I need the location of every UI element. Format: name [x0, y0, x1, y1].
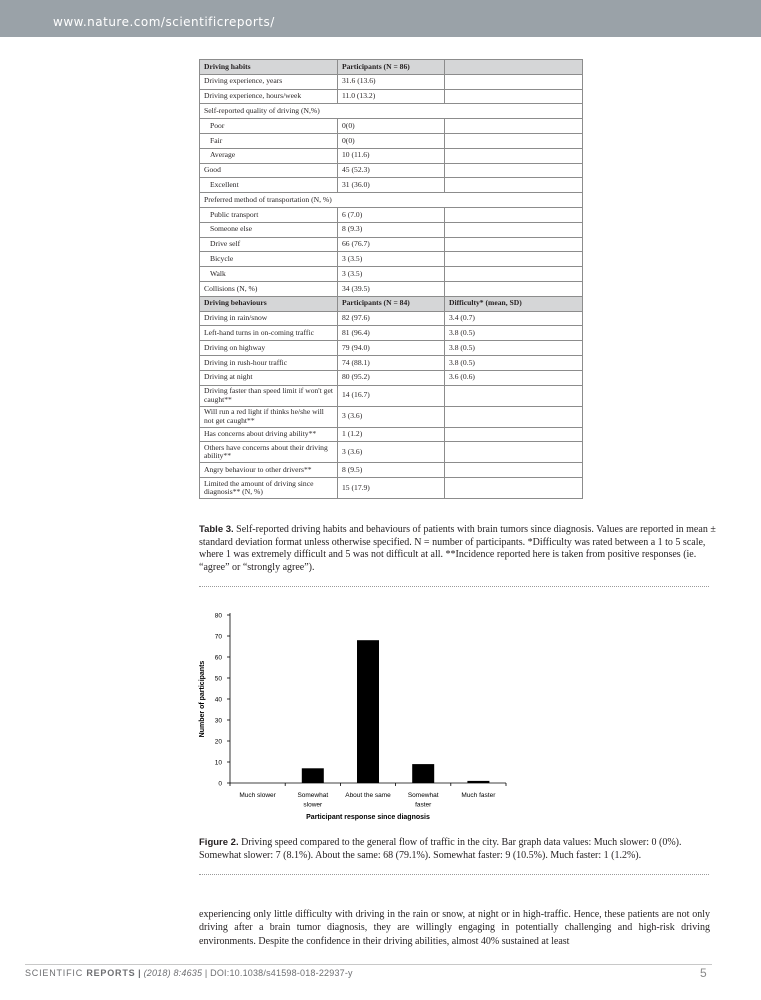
table-cell	[445, 478, 583, 499]
table-row	[200, 178, 583, 193]
table-cell	[445, 427, 583, 442]
table-cell	[445, 60, 583, 75]
table-cell	[445, 406, 583, 427]
table-cell	[445, 207, 583, 222]
y-tick-label: 20	[214, 738, 222, 746]
divider	[199, 874, 709, 875]
table-cell: Excellent	[200, 178, 338, 193]
table-section-label: Preferred method of transportation (N, %)	[200, 193, 583, 208]
table-row	[200, 104, 583, 119]
divider	[199, 586, 709, 587]
table-header-row	[200, 296, 583, 311]
x-tick-label: Somewhat	[407, 792, 439, 799]
y-tick-label: 60	[214, 654, 222, 662]
journal-header-bar	[0, 0, 761, 37]
x-tick-label: faster	[415, 801, 432, 809]
table-cell: 8 (9.5)	[338, 463, 445, 478]
table-cell	[445, 74, 583, 89]
table-row	[200, 281, 583, 296]
table-row	[200, 133, 583, 148]
table-row	[200, 478, 583, 499]
table-header-row	[200, 60, 583, 75]
y-tick-label: 10	[214, 759, 222, 767]
figure-2-bar-chart	[190, 605, 510, 825]
table-section-label: Self-reported quality of driving (N,%)	[200, 104, 583, 119]
table-row	[200, 326, 583, 341]
table-cell	[445, 252, 583, 267]
table-cell: 3 (3.6)	[338, 406, 445, 427]
table-row	[200, 442, 583, 463]
table-cell: Driving experience, hours/week	[200, 89, 338, 104]
table-cell: Good	[200, 163, 338, 178]
table-cell: 80 (95.2)	[338, 370, 445, 385]
table-row	[200, 237, 583, 252]
table-cell: Public transport	[200, 207, 338, 222]
table-cell: Average	[200, 148, 338, 163]
doi[interactable]: | DOI:10.1038/s41598-018-22937-y	[202, 968, 353, 978]
table-cell: 79 (94.0)	[338, 341, 445, 356]
table-cell: Has concerns about driving ability**	[200, 427, 338, 442]
table-cell: Bicycle	[200, 252, 338, 267]
table-cell: Poor	[200, 119, 338, 134]
table-cell: Driving behaviours	[200, 296, 338, 311]
figure-caption	[199, 837, 719, 862]
x-tick-label: Much slower	[239, 792, 276, 799]
journal-brand: SCIENTIFIC REPORTS	[25, 968, 136, 978]
table-cell: 10 (11.6)	[338, 148, 445, 163]
table-cell: 3.8 (0.5)	[445, 326, 583, 341]
table-cell: Fair	[200, 133, 338, 148]
table-cell	[445, 267, 583, 282]
table-cell: 3.4 (0.7)	[445, 311, 583, 326]
table-cell: Driving at night	[200, 370, 338, 385]
table-cell: Driving on highway	[200, 341, 338, 356]
citation-year: (2018) 8:4635	[143, 968, 203, 978]
table-cell: 81 (96.4)	[338, 326, 445, 341]
table-cell	[445, 178, 583, 193]
table-row	[200, 119, 583, 134]
page-number: 5	[700, 966, 707, 980]
table-row	[200, 252, 583, 267]
bar	[412, 764, 434, 783]
x-axis-title: Participant response since diagnosis	[306, 814, 430, 821]
table-cell	[445, 463, 583, 478]
table-cell: 3 (3.5)	[338, 252, 445, 267]
table-row	[200, 267, 583, 282]
footer-citation: SCIENTIFIC REPORTS | (2018) 8:4635 | DOI:10.1038/s41598-018-22937-y	[25, 968, 353, 978]
table-cell: 34 (39.5)	[338, 281, 445, 296]
table-cell: 66 (76.7)	[338, 237, 445, 252]
table-cell: Participants (N = 84)	[338, 296, 445, 311]
table-cell	[445, 119, 583, 134]
table-row	[200, 193, 583, 208]
table-cell: 6 (7.0)	[338, 207, 445, 222]
table-cell: 3 (3.6)	[338, 442, 445, 463]
table-row	[200, 311, 583, 326]
table-cell: 45 (52.3)	[338, 163, 445, 178]
table-cell: 3.8 (0.5)	[445, 341, 583, 356]
table-cell: Someone else	[200, 222, 338, 237]
table-cell: 82 (97.6)	[338, 311, 445, 326]
y-tick-label: 40	[214, 696, 222, 704]
table-cell: Drive self	[200, 237, 338, 252]
table-row	[200, 163, 583, 178]
y-tick-label: 70	[214, 633, 222, 641]
table-row	[200, 370, 583, 385]
y-tick-label: 30	[214, 717, 222, 725]
y-tick-label: 50	[214, 675, 222, 683]
table-cell: Angry behaviour to other drivers**	[200, 463, 338, 478]
figure-caption-text: Driving speed compared to the general flow of traffic in the city. Bar graph data values: Much slower: 0 (0%). Somewhat slower: 7 (8.1%). About the same: 68 (79.1%). Somewhat faster: 9 (10.5%). Much faster: 1 (1.2%).	[199, 837, 682, 861]
table-cell: Collisions (N, %)	[200, 281, 338, 296]
table-row	[200, 355, 583, 370]
table-row	[200, 222, 583, 237]
y-tick-label: 0	[218, 780, 222, 788]
table-cell: 8 (9.3)	[338, 222, 445, 237]
table-cell: Participants (N = 86)	[338, 60, 445, 75]
table-cell: Left-hand turns in on-coming traffic	[200, 326, 338, 341]
table-cell: 3 (3.5)	[338, 267, 445, 282]
bar	[467, 781, 489, 783]
x-tick-label: slower	[303, 801, 323, 809]
table-cell: 31.6 (13.6)	[338, 74, 445, 89]
table-cell: 3.6 (0.6)	[445, 370, 583, 385]
table-caption-text: Self-reported driving habits and behaviours of patients with brain tumors since diagnosis. Values are reported in mean ± standard deviation format unless otherwise specified. N = number of participants. *Difficulty was rated between a 1 to 5 scale, where 1 was extremely difficult and 5 was not difficult at all. **Incidence reported here is taken from positive responses (ie. “agree” or “strongly agree”).	[199, 524, 716, 573]
table-caption-label: Table 3.	[199, 524, 234, 535]
table-row	[200, 406, 583, 427]
table-row	[200, 74, 583, 89]
table-cell: 15 (17.9)	[338, 478, 445, 499]
y-tick-label: 80	[214, 612, 222, 620]
table-cell	[445, 385, 583, 406]
table-cell	[445, 163, 583, 178]
y-axis-title: Number of participants	[199, 660, 206, 738]
table-row	[200, 341, 583, 356]
table-cell: Limited the amount of driving since diagnosis** (N, %)	[200, 478, 338, 499]
x-tick-label: About the same	[345, 792, 391, 799]
table-cell: 0(0)	[338, 133, 445, 148]
table-cell: 31 (36.0)	[338, 178, 445, 193]
table-cell: Driving experience, years	[200, 74, 338, 89]
table-row	[200, 207, 583, 222]
table-cell: 14 (16.7)	[338, 385, 445, 406]
table-cell	[445, 133, 583, 148]
x-tick-label: Much faster	[461, 792, 496, 799]
table-cell: Driving faster than speed limit if won't get caught**	[200, 385, 338, 406]
table-cell: Driving in rain/snow	[200, 311, 338, 326]
table-cell: 3.8 (0.5)	[445, 355, 583, 370]
table-3	[199, 59, 583, 499]
table-cell: Driving in rush-hour traffic	[200, 355, 338, 370]
table-cell: 74 (88.1)	[338, 355, 445, 370]
table-row	[200, 463, 583, 478]
table-cell	[445, 89, 583, 104]
bar	[357, 640, 379, 783]
table-cell	[445, 148, 583, 163]
table-row	[200, 89, 583, 104]
bar	[302, 768, 324, 783]
footer-rule	[25, 964, 712, 965]
figure-caption-label: Figure 2.	[199, 837, 239, 848]
table-cell: 11.0 (13.2)	[338, 89, 445, 104]
table-cell: Will run a red light if thinks he/she will not get caught**	[200, 406, 338, 427]
table-cell: Difficulty* (mean, SD)	[445, 296, 583, 311]
table-cell: 1 (1.2)	[338, 427, 445, 442]
table-cell: Others have concerns about their driving ability**	[200, 442, 338, 463]
table-row	[200, 148, 583, 163]
x-tick-label: Somewhat	[297, 792, 329, 799]
table-row	[200, 427, 583, 442]
table-cell	[445, 281, 583, 296]
body-paragraph: experiencing only little difficulty with driving in the rain or snow, at night or in high-traffic. Hence, these patients are not only driving after a brain tumor diagnosis, they are willingly engaging in potentially challenging and high-risk driving environments. Despite the confidence in their driving abilities, almost 40% sustained at least	[199, 909, 710, 947]
table-row	[200, 385, 583, 406]
table-cell: Walk	[200, 267, 338, 282]
table-cell	[445, 222, 583, 237]
table-cell: 0(0)	[338, 119, 445, 134]
table-cell	[445, 237, 583, 252]
journal-url[interactable]: www.nature.com/scientificreports/	[53, 15, 275, 29]
table-cell: Driving habits	[200, 60, 338, 75]
table-caption	[199, 524, 719, 574]
table-cell	[445, 442, 583, 463]
